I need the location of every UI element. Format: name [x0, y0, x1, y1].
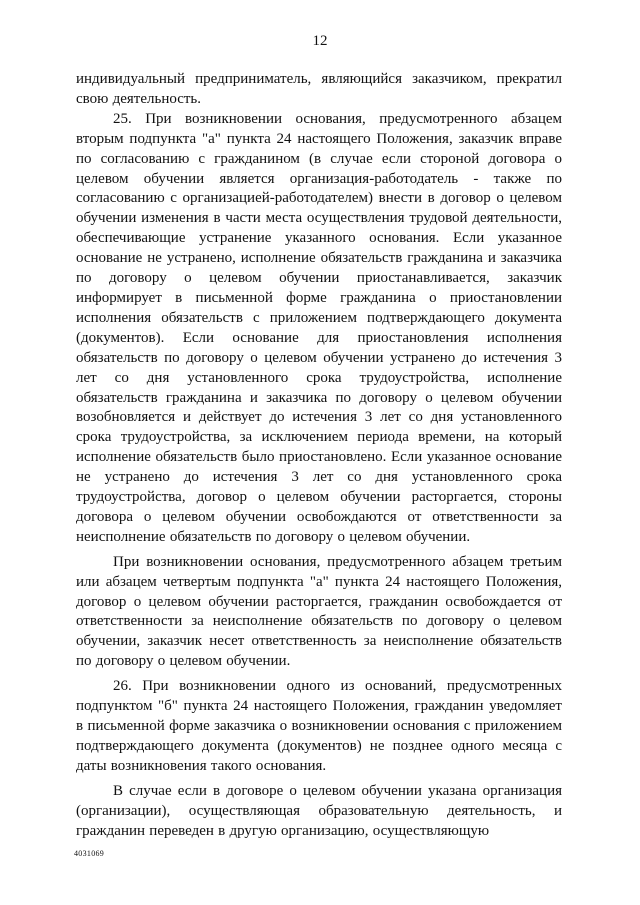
paragraph-clause-26-part-2: В случае если в договоре о целевом обучении указана организация (организации), осуществляющая образовательную деятельность, и гражданин переведен в другую организацию, осуществляющую — [76, 782, 562, 839]
paragraph-clause-25: 25. При возникновении основания, предусмотренного абзацем вторым подпункта "а" пункта 24 настоящего Положения, заказчик вправе по согласованию с гражданином (в случае если стороной договора о целевом обучении является организация-работодатель - также по согласованию с организацией-работодателем) внести в договор о целевом обучении изменения в части места осуществления трудовой деятельности, обеспечивающие устранение указанного основания. Если указанное основание не устранено, исполнение обязательств гражданина и заказчика по договору о целевом обучении приостанавливается, заказчик информирует в письменной форме гражданина о приостановлении исполнения обязательств с приложением подтверждающего документа (документов). Если основание для приостановления исполнения обязательств по договору о целевом обучении устранено до истечения 3 лет со дня установленного срока трудоустройства, исполнение обязательств гражданина и заказчика по договору о целевом обучении возобновляется и действует до истечения 3 лет со дня установленного срока трудоустройства, за исключением периода времени, на который исполнение обязательств было приостановлено. Если указанное основание не устранено до истечения 3 лет со дня установленного срока трудоустройства, договор о целевом обучении расторгается, стороны договора о целевом обучении освобождаются от ответственности за неисполнение обязательств по договору о целевом обучении. — [76, 110, 562, 545]
document-body — [76, 70, 562, 841]
paragraph-clause-26: 26. При возникновении одного из оснований, предусмотренных подпунктом "б" пункта 24 настоящего Положения, гражданин уведомляет в письменной форме заказчика о возникновении основания с приложением подтверждающего документа (документов) не позднее одного месяца с даты возникновения такого основания. — [76, 678, 562, 774]
document-code: 4031069 — [74, 849, 105, 858]
page-number: 12 — [312, 33, 328, 49]
paragraph-clause-25-part-2: При возникновении основания, предусмотренного абзацем третьим или абзацем четвертым подпункта "а" пункта 24 настоящего Положения, договор о целевом обучении расторгается, гражданин освобождается от ответственности за неисполнение обязательств по договору о целевом обучении, заказчик несет ответственность за неисполнение обязательств по договору о целевом обучении. — [76, 553, 562, 670]
paragraph-continuation: индивидуальный предприниматель, являющийся заказчиком, прекратил свою деятельность. — [76, 71, 562, 107]
